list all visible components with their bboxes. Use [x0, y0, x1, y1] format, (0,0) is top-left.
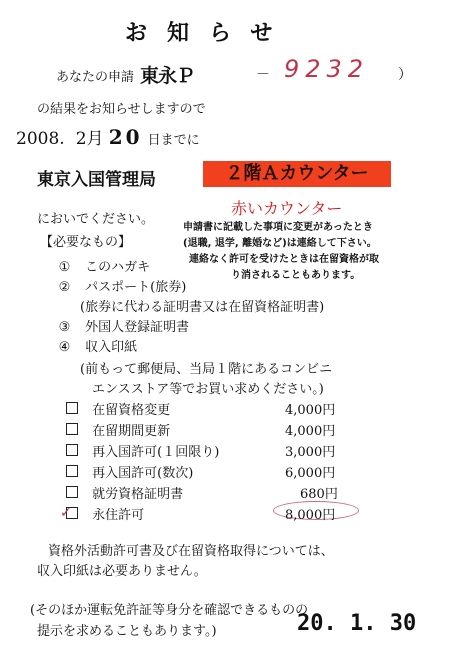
notice-line: り消されることもあります。	[231, 270, 361, 281]
applicant-label: あなたの申請	[56, 70, 135, 85]
required-item	[56, 256, 150, 275]
bureau-name: 東京入国管理局	[37, 170, 156, 190]
fee-row	[66, 441, 219, 460]
fee-label: 在留資格変更	[92, 403, 171, 418]
fee-checkbox[interactable]	[66, 402, 78, 414]
fee-row-selected	[66, 504, 144, 523]
fee-row	[66, 420, 170, 439]
fee-amount: 3,000円	[285, 445, 336, 460]
page-title: お知らせ	[125, 20, 293, 46]
fee-row	[66, 462, 193, 481]
notice-line: 申請書に記載した事項に変更があったとき	[183, 222, 373, 233]
footer-line: 提示を求めることもあります。)	[37, 624, 217, 639]
fee-checkbox[interactable]	[66, 444, 78, 456]
fee-checkbox[interactable]	[66, 486, 78, 498]
notice-box	[183, 220, 379, 284]
item-number: ③	[58, 320, 71, 335]
fee-row	[66, 483, 183, 502]
please-come-text: においでください。	[37, 212, 155, 227]
fee-checkbox[interactable]	[66, 465, 78, 477]
item-label: 外国人登録証明書	[85, 320, 190, 335]
required-item	[56, 336, 137, 355]
deadline-year: 2008.	[16, 129, 65, 149]
fee-amount: 8,000円	[285, 508, 336, 523]
handwritten-counter-note: 赤いカウンター	[231, 199, 343, 218]
applicant-name-stamp: 東永Ｐ	[140, 65, 195, 87]
fee-amount: 4,000円	[285, 424, 336, 439]
item-number: ①	[58, 260, 71, 275]
fee-amount: 4,000円	[285, 403, 336, 418]
fee-label: 再入国許可(数次)	[92, 466, 194, 481]
stamp-note-line: (前もって郵便局、当局１階にあるコンビニ	[80, 362, 333, 377]
notice-line: 連絡なく許可を受けたときは在留資格が取	[189, 254, 379, 265]
item-number: ②	[58, 280, 71, 295]
handwritten-check-mark: ✓	[60, 505, 72, 521]
fee-label: 在留期間更新	[92, 424, 171, 439]
deadline-month: 2月	[75, 129, 104, 149]
fee-label: 再入国許可(１回限り)	[92, 445, 220, 460]
fee-amount: 680円	[300, 487, 338, 502]
item-number: ④	[58, 340, 71, 355]
required-header: 【必要なもの】	[40, 235, 132, 250]
footer-line: 収入印紙は必要ありません。	[37, 564, 207, 579]
item-label: このハガキ	[85, 260, 151, 275]
deadline-day: 20	[108, 125, 143, 149]
fee-label: 就労資格証明書	[92, 487, 184, 502]
item-label: パスポート(旅券)	[85, 280, 187, 295]
deadline-suffix: 日までに	[147, 133, 200, 148]
handwritten-date-stamp: 20. 1. 30	[297, 611, 417, 636]
notice-line: (退職, 退学, 離婚など)は連絡して下さい。	[183, 238, 377, 249]
fee-label: 永住許可	[92, 508, 145, 523]
item-label: 収入印紙	[85, 340, 138, 355]
stamp-note-line: エンスストア等でお買い求めください。)	[92, 382, 324, 397]
required-item	[56, 316, 189, 335]
fee-row	[66, 399, 170, 418]
handwritten-application-number: 9232	[284, 55, 370, 83]
counter-stamp: ２階Ａカウンター	[203, 161, 391, 187]
required-item-note: (旅券に代わる証明書又は在留資格証明書)	[80, 300, 325, 315]
required-item	[56, 276, 186, 295]
number-dash: －	[256, 67, 270, 83]
fee-amount: 6,000円	[285, 466, 336, 481]
deadline-date	[16, 124, 200, 149]
result-notice-line: の結果をお知らせしますので	[37, 102, 206, 117]
footer-line: (そのほか運転免許証等身分を確認できるものの	[30, 603, 309, 618]
footer-line: 資格外活動許可書及び在留資格取得については、	[48, 544, 334, 559]
close-paren: ）	[398, 67, 412, 83]
fee-checkbox[interactable]	[66, 423, 78, 435]
